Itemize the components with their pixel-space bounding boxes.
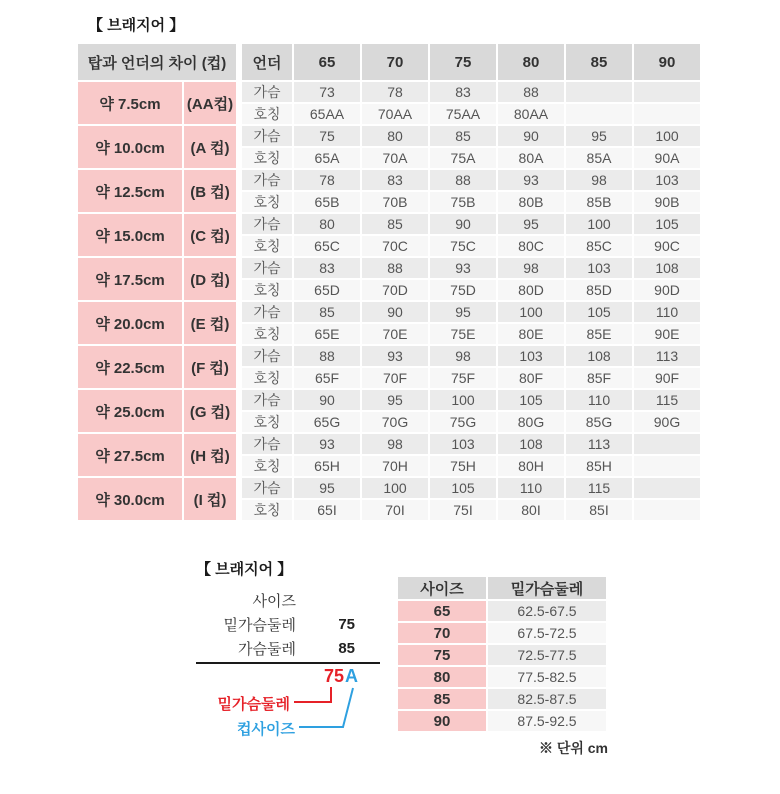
measure-label: 밑가슴둘레 <box>223 616 296 634</box>
designation-value-cell: 80I <box>498 500 564 520</box>
bust-value-cell: 93 <box>362 346 428 366</box>
size-chart-table <box>76 42 702 522</box>
size-chart-title: 【 브래지어 】 <box>88 17 185 34</box>
designation-value-cell: 80A <box>498 148 564 168</box>
band-size-column-header: 사이즈 <box>398 577 486 599</box>
designation-value-cell: 65E <box>294 324 360 344</box>
designation-value-cell: 70D <box>362 280 428 300</box>
column-gap <box>238 214 240 234</box>
band-size-cell: 85 <box>398 689 486 709</box>
column-gap <box>238 280 240 300</box>
bust-value-cell: 98 <box>362 434 428 454</box>
designation-value-cell: 85A <box>566 148 632 168</box>
column-gap <box>238 368 240 388</box>
designation-row-label: 호칭 <box>242 412 292 432</box>
designation-value-cell: 75F <box>430 368 496 388</box>
bust-row-label: 가슴 <box>242 214 292 234</box>
band-size-header: 85 <box>566 44 632 80</box>
column-gap <box>238 324 240 344</box>
bust-value-cell: 100 <box>362 478 428 498</box>
bust-value-cell: 90 <box>430 214 496 234</box>
designation-value-cell: 65B <box>294 192 360 212</box>
bust-value-cell: 88 <box>498 82 564 102</box>
bust-row-label: 가슴 <box>242 82 292 102</box>
designation-value-cell: 85B <box>566 192 632 212</box>
cup-diff-cell: 약 22.5cm <box>78 346 182 388</box>
cup-diff-cell: 약 10.0cm <box>78 126 182 168</box>
band-range-row <box>398 667 606 687</box>
underbust-range-cell: 72.5-77.5 <box>488 645 606 665</box>
bust-value-cell: 108 <box>498 434 564 454</box>
unit-note: ※ 단위 cm <box>538 740 608 756</box>
designation-value-cell: 65AA <box>294 104 360 124</box>
bust-row-label: 가슴 <box>242 302 292 322</box>
bust-value-cell: 115 <box>566 478 632 498</box>
band-range-row <box>398 601 606 621</box>
measure-row-bust <box>196 636 380 660</box>
guide-section <box>196 558 780 758</box>
designation-value-cell: 70I <box>362 500 428 520</box>
bust-value-cell: 105 <box>498 390 564 410</box>
measure-label: 가슴둘레 <box>238 640 296 658</box>
bust-value-cell <box>566 82 632 102</box>
band-range-table <box>396 575 608 733</box>
designation-value-cell: 75H <box>430 456 496 476</box>
designation-row-label: 호칭 <box>242 148 292 168</box>
column-gap <box>238 126 240 146</box>
bust-row-label: 가슴 <box>242 346 292 366</box>
bust-value-cell: 105 <box>634 214 700 234</box>
cup-name-cell: (D 컵) <box>184 258 236 300</box>
bust-value-cell: 113 <box>634 346 700 366</box>
underbust-range-cell: 77.5-82.5 <box>488 667 606 687</box>
cup-diff-cell: 약 15.0cm <box>78 214 182 256</box>
designation-value-cell: 75E <box>430 324 496 344</box>
designation-value-cell: 70B <box>362 192 428 212</box>
designation-value-cell: 85C <box>566 236 632 256</box>
bust-value-cell: 95 <box>430 302 496 322</box>
designation-row-label: 호칭 <box>242 456 292 476</box>
bust-value-cell: 98 <box>498 258 564 278</box>
bust-value-cell: 95 <box>498 214 564 234</box>
designation-value-cell: 80E <box>498 324 564 344</box>
designation-value-cell <box>566 104 632 124</box>
cup-name-cell: (A 컵) <box>184 126 236 168</box>
bust-row <box>78 214 700 234</box>
cup-name-cell: (F 컵) <box>184 346 236 388</box>
cup-diff-cell: 약 17.5cm <box>78 258 182 300</box>
designation-value-cell: 85D <box>566 280 632 300</box>
column-gap <box>238 390 240 410</box>
band-size-cell: 70 <box>398 623 486 643</box>
measure-value: 75 <box>338 615 355 633</box>
bust-row <box>78 82 700 102</box>
bust-value-cell: 83 <box>294 258 360 278</box>
bust-value-cell: 100 <box>634 126 700 146</box>
designation-value-cell: 90D <box>634 280 700 300</box>
size-chart-header <box>78 44 700 80</box>
designation-value-cell: 75G <box>430 412 496 432</box>
designation-value-cell: 70E <box>362 324 428 344</box>
cup-connector-line <box>299 688 353 727</box>
bust-value-cell: 93 <box>498 170 564 190</box>
bust-value-cell: 95 <box>294 478 360 498</box>
bust-value-cell: 78 <box>294 170 360 190</box>
band-size-cell: 90 <box>398 711 486 731</box>
bust-value-cell: 83 <box>430 82 496 102</box>
column-gap <box>238 346 240 366</box>
bust-value-cell: 100 <box>498 302 564 322</box>
underbust-range-column-header: 밑가슴둘레 <box>488 577 606 599</box>
bust-row <box>78 434 700 454</box>
bust-row-label: 가슴 <box>242 478 292 498</box>
bust-value-cell: 88 <box>430 170 496 190</box>
bust-value-cell: 105 <box>566 302 632 322</box>
bust-value-cell: 100 <box>566 214 632 234</box>
designation-row-label: 호칭 <box>242 324 292 344</box>
measure-row-underbust <box>196 612 380 636</box>
cup-diff-cell: 약 30.0cm <box>78 478 182 520</box>
guide-right-block <box>396 575 608 758</box>
cup-name-cell: (E 컵) <box>184 302 236 344</box>
band-connector-line <box>294 687 331 702</box>
column-gap <box>238 192 240 212</box>
designation-value-cell: 70C <box>362 236 428 256</box>
designation-value-cell: 65I <box>294 500 360 520</box>
band-size-cell: 65 <box>398 601 486 621</box>
designation-value-cell: 75AA <box>430 104 496 124</box>
cup-diff-cell: 약 20.0cm <box>78 302 182 344</box>
bust-value-cell: 113 <box>566 434 632 454</box>
underbust-range-cell: 62.5-67.5 <box>488 601 606 621</box>
designation-row-label: 호칭 <box>242 192 292 212</box>
column-gap <box>238 82 240 102</box>
bust-value-cell: 90 <box>294 390 360 410</box>
bust-value-cell: 80 <box>362 126 428 146</box>
designation-value-cell: 75D <box>430 280 496 300</box>
column-gap <box>238 478 240 498</box>
bust-value-cell: 85 <box>362 214 428 234</box>
designation-value-cell: 90A <box>634 148 700 168</box>
designation-value-cell: 90E <box>634 324 700 344</box>
designation-value-cell: 70F <box>362 368 428 388</box>
size-code-annotation <box>196 664 380 756</box>
bust-row <box>78 346 700 366</box>
designation-value-cell: 90B <box>634 192 700 212</box>
column-gap <box>238 434 240 454</box>
bust-value-cell: 90 <box>498 126 564 146</box>
designation-value-cell: 85F <box>566 368 632 388</box>
cup-name-cell: (B 컵) <box>184 170 236 212</box>
bust-value-cell: 110 <box>634 302 700 322</box>
band-size-header: 90 <box>634 44 700 80</box>
bust-value-cell: 108 <box>566 346 632 366</box>
band-size-header: 70 <box>362 44 428 80</box>
size-code-band: 75 <box>324 666 345 686</box>
band-range-row <box>398 711 606 731</box>
cup-diff-cell: 약 25.0cm <box>78 390 182 432</box>
column-gap <box>238 44 240 80</box>
measure-value: 85 <box>338 639 355 657</box>
bust-row <box>78 390 700 410</box>
guide-left-block <box>196 558 380 756</box>
designation-value-cell: 65F <box>294 368 360 388</box>
designation-value-cell: 70G <box>362 412 428 432</box>
column-gap <box>238 302 240 322</box>
bust-value-cell: 83 <box>362 170 428 190</box>
bust-value-cell: 85 <box>430 126 496 146</box>
designation-value-cell: 90C <box>634 236 700 256</box>
designation-value-cell: 75A <box>430 148 496 168</box>
band-range-header <box>398 577 606 599</box>
designation-value-cell: 75B <box>430 192 496 212</box>
column-gap <box>238 236 240 256</box>
measure-list <box>196 588 380 660</box>
bust-value-cell: 100 <box>430 390 496 410</box>
band-size-cell: 80 <box>398 667 486 687</box>
size-code-cup: A <box>345 666 359 686</box>
designation-value-cell: 85I <box>566 500 632 520</box>
cup-diff-cell: 약 27.5cm <box>78 434 182 476</box>
column-gap <box>238 258 240 278</box>
bust-value-cell: 103 <box>566 258 632 278</box>
column-gap <box>238 500 240 520</box>
bust-value-cell: 80 <box>294 214 360 234</box>
measure-label: 사이즈 <box>252 592 296 610</box>
bust-value-cell: 95 <box>566 126 632 146</box>
designation-value-cell: 85G <box>566 412 632 432</box>
guide-title: 【 브래지어 】 <box>196 561 293 578</box>
bust-value-cell: 95 <box>362 390 428 410</box>
measure-row-size <box>196 588 380 612</box>
bust-value-cell: 110 <box>498 478 564 498</box>
cup-name-cell: (G 컵) <box>184 390 236 432</box>
bust-row <box>78 258 700 278</box>
cup-name-cell: (C 컵) <box>184 214 236 256</box>
column-gap <box>238 104 240 124</box>
designation-value-cell <box>634 104 700 124</box>
designation-value-cell: 85H <box>566 456 632 476</box>
underbust-range-cell: 82.5-87.5 <box>488 689 606 709</box>
bust-row-label: 가슴 <box>242 390 292 410</box>
band-range-body <box>398 601 606 731</box>
bust-value-cell <box>634 478 700 498</box>
band-size-cell: 75 <box>398 645 486 665</box>
bust-value-cell: 73 <box>294 82 360 102</box>
bust-value-cell: 103 <box>634 170 700 190</box>
band-size-header: 75 <box>430 44 496 80</box>
designation-value-cell: 75I <box>430 500 496 520</box>
bust-value-cell: 93 <box>430 258 496 278</box>
designation-value-cell: 65H <box>294 456 360 476</box>
designation-row-label: 호칭 <box>242 104 292 124</box>
band-range-row <box>398 623 606 643</box>
bust-value-cell: 90 <box>362 302 428 322</box>
cup-size-legend-label: 컵사이즈 <box>237 721 295 738</box>
underbust-range-cell: 87.5-92.5 <box>488 711 606 731</box>
bust-value-cell: 88 <box>362 258 428 278</box>
bust-value-cell: 108 <box>634 258 700 278</box>
designation-value-cell: 80AA <box>498 104 564 124</box>
cup-name-cell: (H 컵) <box>184 434 236 476</box>
diff-corner-header: 탑과 언더의 차이 (컵) <box>78 44 236 80</box>
band-range-row <box>398 645 606 665</box>
bust-value-cell: 105 <box>430 478 496 498</box>
designation-value-cell: 70A <box>362 148 428 168</box>
designation-value-cell: 90F <box>634 368 700 388</box>
column-gap <box>238 148 240 168</box>
column-gap <box>238 456 240 476</box>
designation-row-label: 호칭 <box>242 368 292 388</box>
designation-value-cell <box>634 500 700 520</box>
designation-row-label: 호칭 <box>242 236 292 256</box>
bust-value-cell: 78 <box>362 82 428 102</box>
band-range-row <box>398 689 606 709</box>
designation-value-cell: 80D <box>498 280 564 300</box>
underbust-legend-label: 밑가슴둘레 <box>217 696 290 713</box>
designation-value-cell: 70AA <box>362 104 428 124</box>
bust-row-label: 가슴 <box>242 258 292 278</box>
designation-value-cell: 80G <box>498 412 564 432</box>
size-code <box>324 667 358 685</box>
cup-name-cell: (I 컵) <box>184 478 236 520</box>
designation-value-cell: 80H <box>498 456 564 476</box>
designation-value-cell: 65C <box>294 236 360 256</box>
designation-row-label: 호칭 <box>242 280 292 300</box>
bust-value-cell <box>634 82 700 102</box>
designation-value-cell <box>634 456 700 476</box>
band-size-header: 80 <box>498 44 564 80</box>
size-chart-body <box>78 82 700 520</box>
cup-name-cell: (AA컵) <box>184 82 236 124</box>
bust-value-cell: 85 <box>294 302 360 322</box>
bust-value-cell: 110 <box>566 390 632 410</box>
bust-value-cell: 98 <box>430 346 496 366</box>
band-size-header: 65 <box>294 44 360 80</box>
bust-row-label: 가슴 <box>242 434 292 454</box>
column-gap <box>238 412 240 432</box>
designation-value-cell: 85E <box>566 324 632 344</box>
bust-row-label: 가슴 <box>242 126 292 146</box>
bust-value-cell: 103 <box>498 346 564 366</box>
designation-value-cell: 90G <box>634 412 700 432</box>
designation-value-cell: 70H <box>362 456 428 476</box>
under-header: 언더 <box>242 44 292 80</box>
column-gap <box>238 170 240 190</box>
bust-value-cell: 103 <box>430 434 496 454</box>
bust-row <box>78 302 700 322</box>
bust-row-label: 가슴 <box>242 170 292 190</box>
designation-value-cell: 80B <box>498 192 564 212</box>
bust-row <box>78 126 700 146</box>
designation-value-cell: 65G <box>294 412 360 432</box>
bust-value-cell: 75 <box>294 126 360 146</box>
cup-diff-cell: 약 12.5cm <box>78 170 182 212</box>
designation-value-cell: 75C <box>430 236 496 256</box>
designation-value-cell: 80C <box>498 236 564 256</box>
designation-value-cell: 80F <box>498 368 564 388</box>
bust-value-cell: 98 <box>566 170 632 190</box>
bust-value-cell <box>634 434 700 454</box>
designation-value-cell: 65D <box>294 280 360 300</box>
bust-row <box>78 170 700 190</box>
bust-row <box>78 478 700 498</box>
designation-value-cell: 65A <box>294 148 360 168</box>
designation-row-label: 호칭 <box>242 500 292 520</box>
bust-value-cell: 115 <box>634 390 700 410</box>
bust-value-cell: 88 <box>294 346 360 366</box>
bust-value-cell: 93 <box>294 434 360 454</box>
cup-diff-cell: 약 7.5cm <box>78 82 182 124</box>
underbust-range-cell: 67.5-72.5 <box>488 623 606 643</box>
